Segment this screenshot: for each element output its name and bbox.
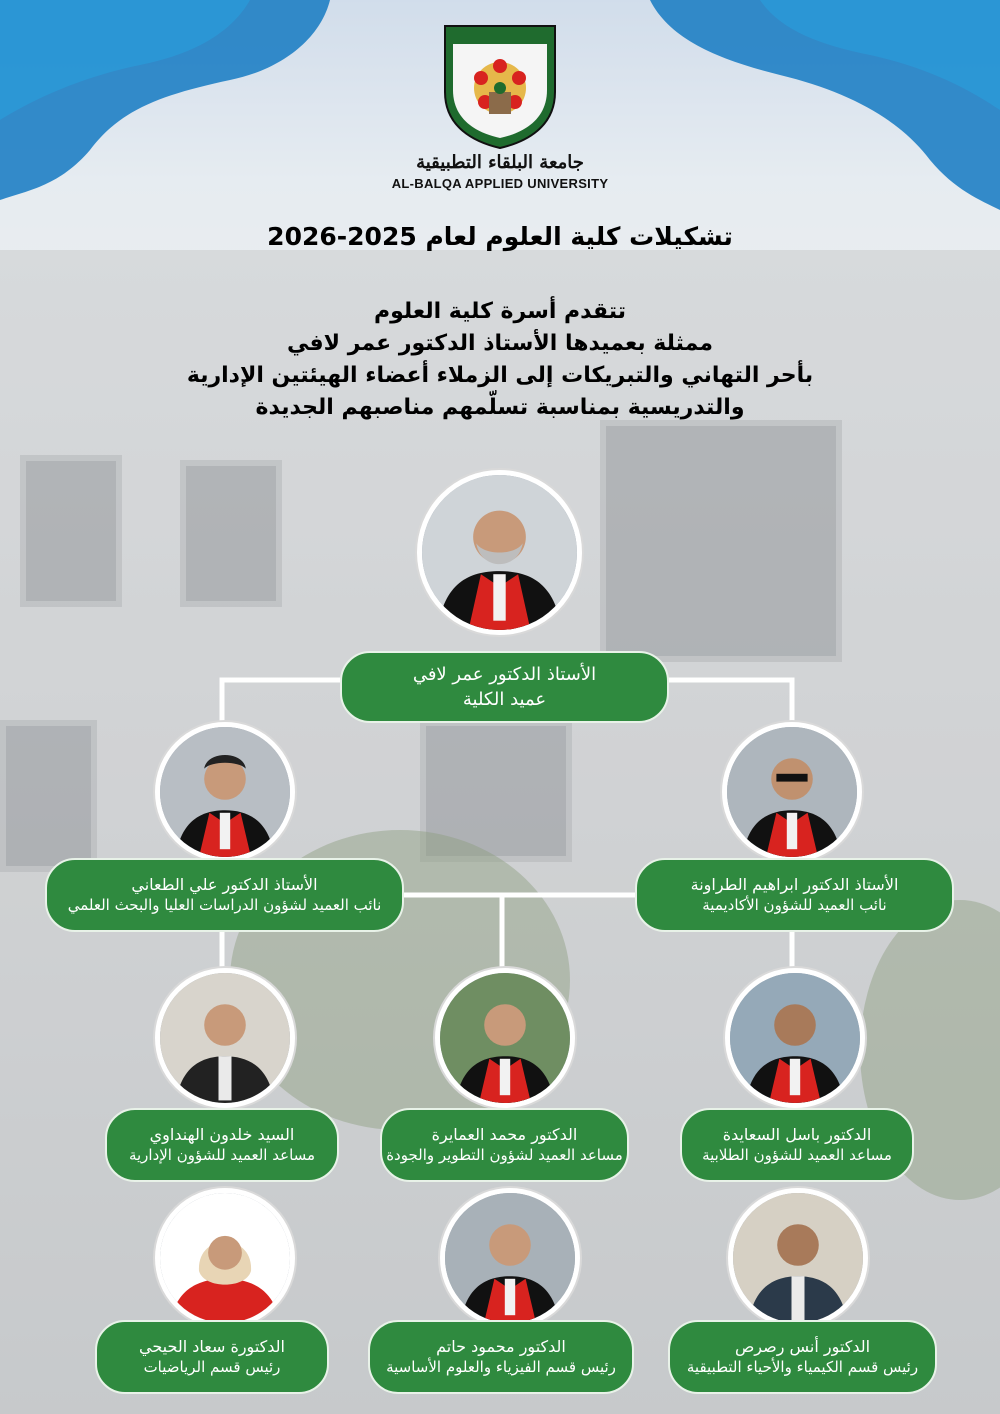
dean-photo — [417, 470, 582, 635]
person-name: الدكتورة سعاد الحيحي — [139, 1337, 285, 1356]
assistant-quality-photo — [435, 968, 575, 1108]
person-photo-icon — [160, 973, 290, 1103]
assistant-students-card — [680, 1108, 914, 1182]
assistant-quality-card — [380, 1108, 629, 1182]
person-name: الأستاذ الدكتور ابراهيم الطراونة — [690, 875, 899, 894]
person-photo-icon — [440, 973, 570, 1103]
person-photo-icon — [160, 1193, 290, 1323]
head-math-photo — [155, 1188, 295, 1328]
vice-dean-academic-card — [635, 858, 954, 932]
vice-dean-academic-photo — [722, 722, 862, 862]
dean-role: عميد الكلية — [462, 689, 547, 710]
page-title: تشكيلات كلية العلوم لعام 2025-2026 — [267, 222, 733, 251]
assistant-admin-card — [105, 1108, 339, 1182]
assistant-students-photo — [725, 968, 865, 1108]
person-name: الدكتور محمود حاتم — [436, 1337, 566, 1356]
message-line: بأحر التهاني والتبريكات إلى الزملاء أعضاء الهيئتين الإدارية — [186, 363, 814, 388]
person-name: السيد خلدون الهنداوي — [149, 1125, 295, 1144]
person-photo-icon — [733, 1193, 863, 1323]
person-name: الدكتور محمد العمايرة — [431, 1125, 578, 1144]
dean-card — [340, 651, 669, 723]
person-role: نائب العميد للشؤون الأكاديمية — [702, 896, 887, 914]
vice-dean-graduate-card — [45, 858, 404, 932]
person-role: رئيس قسم الرياضيات — [143, 1358, 281, 1376]
head-math-card — [95, 1320, 329, 1394]
person-role: مساعد العميد للشؤون الإدارية — [128, 1146, 316, 1164]
message-line: والتدريسية بمناسبة تسلّمهم مناصبهم الجديدة — [255, 395, 745, 420]
head-chemistry-card — [668, 1320, 937, 1394]
person-role: رئيس قسم الكيمياء والأحياء التطبيقية — [686, 1358, 919, 1376]
person-role: نائب العميد لشؤون الدراسات العليا والبحث العلمي — [67, 896, 382, 914]
person-role: مساعد العميد لشؤون التطوير والجودة — [386, 1146, 623, 1164]
university-name-arabic: جامعة البلقاء التطبيقية — [416, 152, 584, 173]
person-name: الدكتور أنس رصرص — [734, 1337, 871, 1356]
assistant-admin-photo — [155, 968, 295, 1108]
head-physics-photo — [440, 1188, 580, 1328]
person-role: مساعد العميد للشؤون الطلابية — [702, 1146, 892, 1164]
person-role: رئيس قسم الفيزياء والعلوم الأساسية — [386, 1358, 616, 1376]
person-name: الدكتور باسل السعايدة — [722, 1125, 872, 1144]
message-line: تتقدم أسرة كلية العلوم — [374, 299, 626, 324]
university-name-english: AL-BALQA APPLIED UNIVERSITY — [391, 176, 609, 191]
person-photo-icon — [422, 475, 577, 630]
person-photo-icon — [730, 973, 860, 1103]
vice-dean-graduate-photo — [155, 722, 295, 862]
person-name: الأستاذ الدكتور علي الطعاني — [131, 875, 318, 894]
head-chemistry-photo — [728, 1188, 868, 1328]
person-photo-icon — [445, 1193, 575, 1323]
person-photo-icon — [160, 727, 290, 857]
person-photo-icon — [727, 727, 857, 857]
message-line: ممثلة بعميدها الأستاذ الدكتور عمر لافي — [287, 331, 713, 356]
head-physics-card — [368, 1320, 634, 1394]
dean-name: الأستاذ الدكتور عمر لافي — [412, 664, 597, 685]
